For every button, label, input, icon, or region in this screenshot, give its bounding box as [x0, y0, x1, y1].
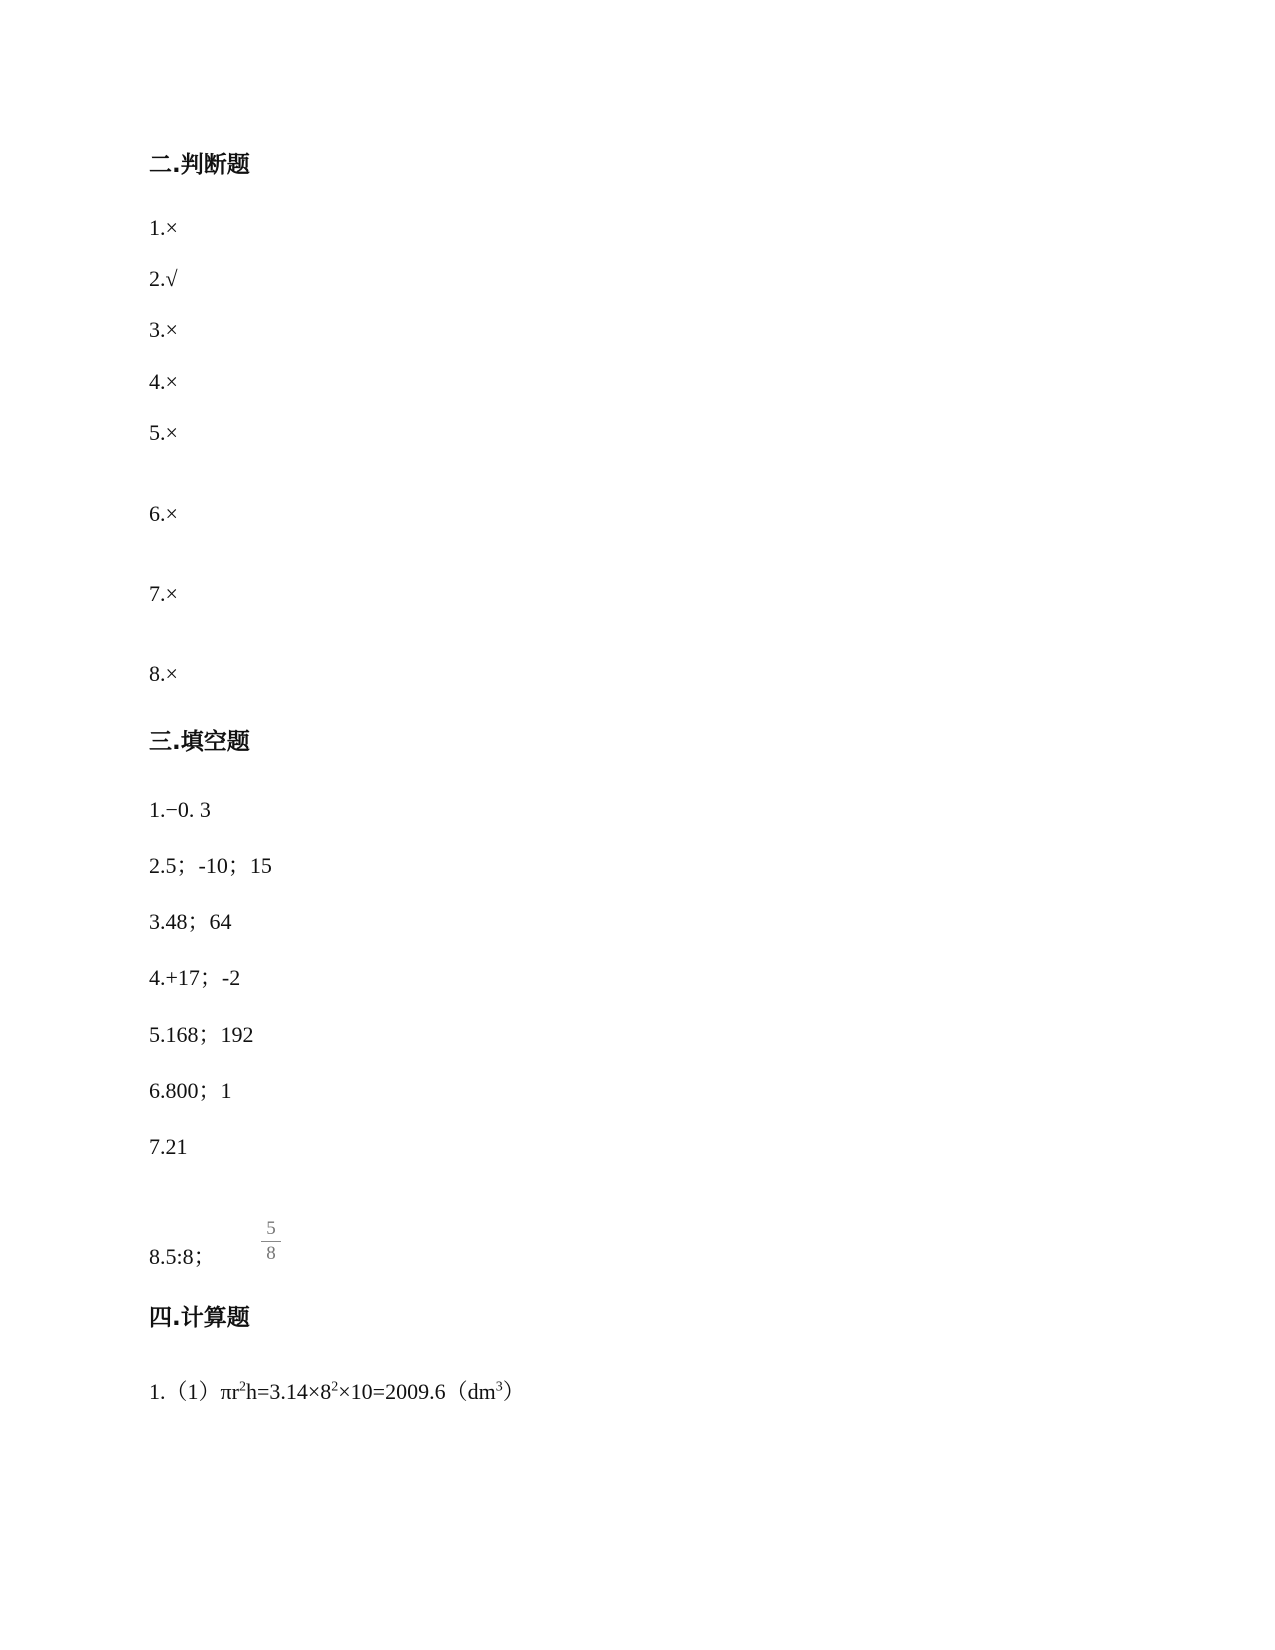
- fraction-denominator: 8: [266, 1243, 276, 1264]
- judgment-answer-5: 5.×: [149, 420, 178, 445]
- fill-answer-5: 5.168；192: [149, 1022, 254, 1047]
- calc-prefix: 1.（1）πr: [149, 1379, 239, 1404]
- fill-answer-4: 4.+17；-2: [149, 965, 241, 990]
- judgment-answer-8: 8.×: [149, 661, 178, 686]
- calc-exponent-8: 2: [331, 1379, 339, 1395]
- calc-middle: h=3.14×8: [245, 1379, 332, 1404]
- fraction-numerator: 5: [266, 1218, 276, 1239]
- judgment-answer-4: 4.×: [149, 369, 178, 394]
- section-heading-judgment: 二.判断题: [149, 152, 250, 178]
- fill-answer-7: 7.21: [149, 1134, 188, 1159]
- calc-exponent-r: 2: [238, 1379, 246, 1395]
- judgment-answer-6: 6.×: [149, 501, 178, 526]
- judgment-answer-1: 1.×: [149, 215, 178, 240]
- judgment-answer-2: 2.√: [149, 266, 178, 291]
- judgment-answer-3: 3.×: [149, 317, 178, 342]
- fraction-five-eighths: [261, 1218, 281, 1265]
- fill-answer-8: 8.5:8；: [149, 1244, 216, 1269]
- calc-close-paren: ）: [502, 1379, 525, 1404]
- fill-answer-3: 3.48；64: [149, 909, 232, 934]
- fill-answer-6: 6.800；1: [149, 1078, 232, 1103]
- fill-answer-1: 1.−0. 3: [149, 797, 211, 822]
- calc-unit-exponent: 3: [495, 1379, 503, 1395]
- section-heading-fill-blank: 三.填空题: [149, 729, 250, 755]
- calculation-answer-1: [149, 1378, 525, 1406]
- calc-result: ×10=2009.6（dm: [338, 1379, 496, 1404]
- fill-answer-2: 2.5；-10；15: [149, 853, 272, 878]
- section-heading-calculation: 四.计算题: [149, 1305, 250, 1331]
- fraction-bar: [261, 1241, 281, 1242]
- judgment-answer-7: 7.×: [149, 581, 178, 606]
